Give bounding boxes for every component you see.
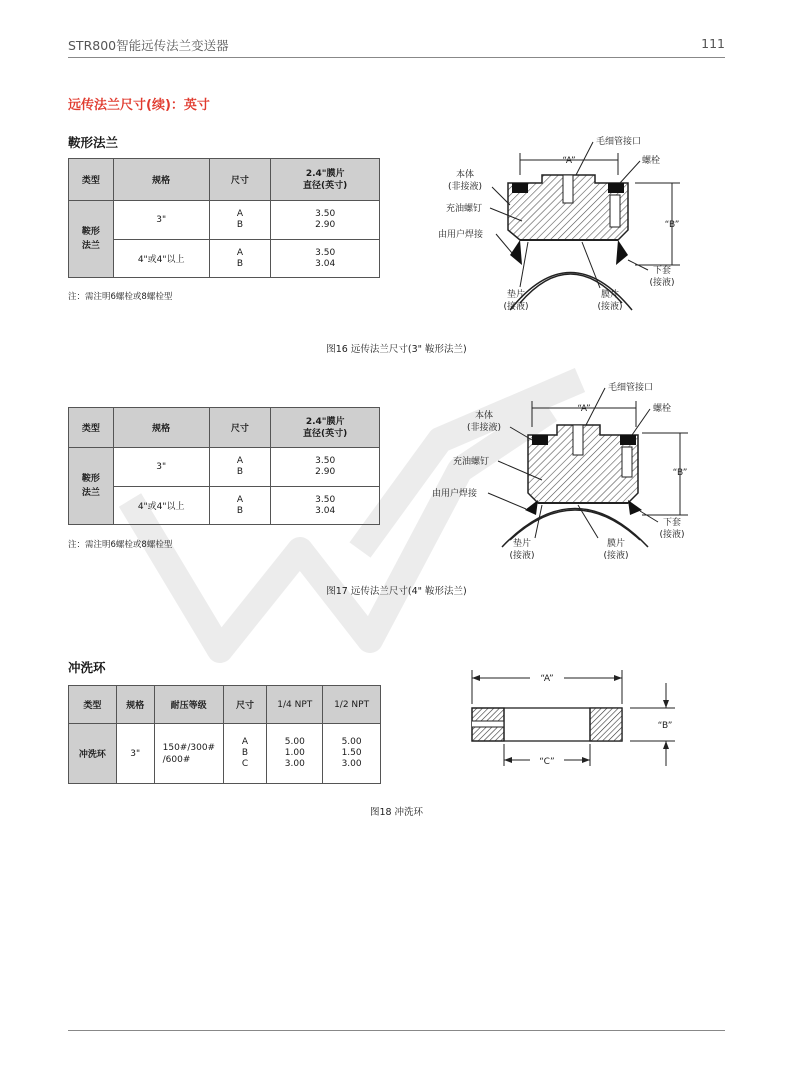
fig16-capillary: 毛细管接口: [596, 137, 642, 147]
fig18-dim-c: “C”: [539, 757, 555, 767]
fig17-body-sub: (非接液): [466, 423, 502, 433]
col-header-size: 尺寸: [223, 686, 267, 724]
value-cell: 3.50 2.90: [271, 448, 380, 487]
section-title: 远传法兰尺寸(续)：英寸: [68, 98, 210, 113]
fig16-body-sub: (非接液): [447, 182, 483, 192]
table-row: [69, 448, 380, 487]
col-header-diaphragm: 2.4"膜片 直径(英寸): [271, 159, 380, 201]
fig17-weld: 由用户焊接: [432, 489, 478, 499]
figure-18-diagram: [460, 668, 690, 778]
saddle-note-2: 注：需注明6螺栓或8螺栓型: [68, 540, 173, 550]
fig17-dim-a: “A”: [577, 404, 591, 414]
figure-16-diagram: [410, 125, 710, 325]
fig16-diaphragm: 膜片: [600, 290, 620, 300]
table-row: [69, 201, 380, 240]
saddle-flange-title: 鞍形法兰: [68, 135, 119, 150]
fig17-capillary: 毛细管接口: [608, 383, 654, 393]
fig16-bolt: 螺栓: [642, 156, 661, 166]
value-cell: 3.50 2.90: [271, 201, 380, 240]
dim-cell: A B: [209, 201, 271, 240]
type-cell: 冲洗环: [69, 724, 117, 784]
fig16-lower-sub: (接液): [649, 278, 675, 288]
flush-ring-table: [68, 685, 381, 784]
col-header-npt-quarter: 1/4 NPT: [267, 686, 323, 724]
saddle-flange-table: [68, 158, 380, 278]
col-header-npt-half: 1/2 NPT: [323, 686, 381, 724]
document-title: STR800智能远传法兰变送器: [68, 38, 229, 53]
spec-cell: 3": [116, 724, 154, 784]
dim-cell: A B: [209, 240, 271, 278]
col-header-type: 类型: [69, 686, 117, 724]
fig17-lower: 下套: [662, 518, 682, 528]
fig16-gasket: 垫片: [506, 290, 526, 300]
col-header-type: 类型: [69, 408, 114, 448]
fig17-bolt: 螺栓: [653, 404, 672, 414]
type-cell: 鞍形 法兰: [69, 448, 114, 525]
figure-17-caption: 图17 远传法兰尺寸(4" 鞍形法兰): [326, 586, 467, 597]
fig18-dim-b: “B”: [657, 721, 673, 731]
figure-17-diagram: [410, 375, 710, 575]
table-row: [69, 487, 380, 525]
dim-cell: A B C: [223, 724, 267, 784]
fig16-lower: 下套: [652, 266, 672, 276]
rating-cell: 150#/300# /600#: [154, 724, 223, 784]
fig17-fill-screw: 充油螺钉: [453, 457, 490, 467]
value-cell: 3.50 3.04: [271, 487, 380, 525]
saddle-flange-table-2: [68, 407, 380, 525]
footer-rule: [68, 1030, 725, 1031]
fig16-diaphragm-sub: (接液): [597, 302, 623, 312]
spec-cell: 3": [113, 201, 209, 240]
fig16-dim-b: “B”: [664, 220, 680, 230]
fig17-gasket: 垫片: [512, 539, 532, 549]
fig17-dim-b: “B”: [672, 468, 688, 478]
fig17-gasket-sub: (接液): [509, 551, 535, 561]
fig18-dim-a: “A”: [540, 674, 554, 684]
spec-cell: 3": [113, 448, 209, 487]
spec-cell: 4"或4"以上: [113, 487, 209, 525]
npt-half-cell: 5.00 1.50 3.00: [323, 724, 381, 784]
saddle-note: 注：需注明6螺栓或8螺栓型: [68, 292, 173, 302]
header-rule: [68, 57, 725, 58]
col-header-rating: 耐压等级: [154, 686, 223, 724]
col-header-spec: 规格: [116, 686, 154, 724]
figure-18-caption: 图18 冲洗环: [369, 807, 424, 818]
npt-quarter-cell: 5.00 1.00 3.00: [267, 724, 323, 784]
col-header-size: 尺寸: [209, 159, 271, 201]
spec-cell: 4"或4"以上: [113, 240, 209, 278]
fig17-diaphragm: 膜片: [606, 539, 626, 549]
page-number: 111: [701, 36, 725, 51]
value-cell: 3.50 3.04: [271, 240, 380, 278]
fig16-dim-a: “A”: [562, 156, 576, 166]
fig16-weld: 由用户焊接: [438, 230, 484, 240]
figure-16-caption: 图16 远传法兰尺寸(3" 鞍形法兰): [326, 344, 467, 355]
col-header-spec: 规格: [113, 159, 209, 201]
fig16-gasket-sub: (接液): [503, 302, 529, 312]
fig17-diaphragm-sub: (接液): [603, 551, 629, 561]
col-header-spec: 规格: [113, 408, 209, 448]
fig16-fill-screw: 充油螺钉: [446, 204, 483, 214]
table-row: [69, 240, 380, 278]
dim-cell: A B: [209, 448, 271, 487]
fig17-body: 本体: [474, 411, 494, 421]
fig16-body: 本体: [455, 170, 475, 180]
col-header-size: 尺寸: [209, 408, 271, 448]
flush-ring-title: 冲洗环: [68, 660, 106, 675]
table-row: [69, 724, 381, 784]
col-header-type: 类型: [69, 159, 114, 201]
dim-cell: A B: [209, 487, 271, 525]
col-header-diaphragm: 2.4"膜片 直径(英寸): [271, 408, 380, 448]
fig17-lower-sub: (接液): [659, 530, 685, 540]
type-cell: 鞍形 法兰: [69, 201, 114, 278]
